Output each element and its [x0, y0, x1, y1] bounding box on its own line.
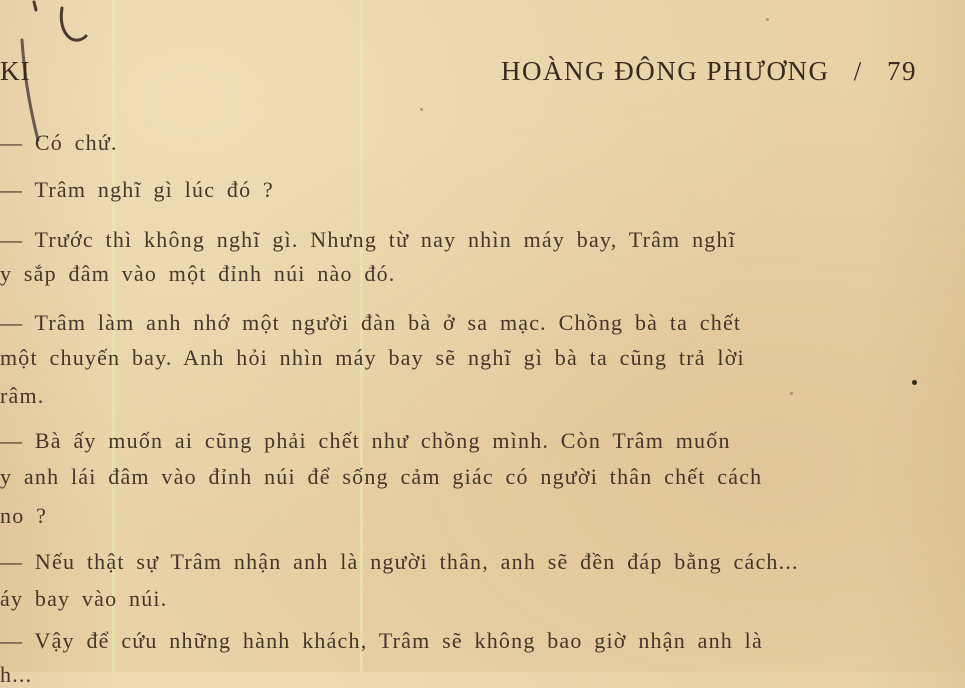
text-line: — Trước thì không nghĩ gì. Nhưng từ nay nhìn máy bay, Trâm nghĩ: [0, 227, 736, 252]
paper-speck: [790, 392, 793, 395]
running-header: [0, 50, 965, 94]
text-line: áy bay vào núi.: [0, 586, 168, 611]
text-line: một chuyến bay. Anh hỏi nhìn máy bay sẽ nghĩ gì bà ta cũng trả lời: [0, 345, 745, 370]
page-number: 79: [887, 56, 917, 86]
text-line: — Trâm nghĩ gì lúc đó ?: [0, 177, 274, 202]
paper-speck: [420, 108, 423, 111]
author-name: HOÀNG ĐÔNG PHƯƠNG: [501, 56, 830, 86]
header-right: [501, 56, 917, 87]
text-line: — Bà ấy muốn ai cũng phải chết như chồng mình. Còn Trâm muốn: [0, 428, 731, 453]
text-line: y anh lái đâm vào đỉnh núi để sống cảm giác có người thân chết cách: [0, 464, 763, 489]
header-left-fragment: KI: [0, 56, 31, 86]
text-line: — Nếu thật sự Trâm nhận anh là người thân, anh sẽ đền đáp bằng cách...: [0, 549, 799, 574]
text-line: h...: [0, 662, 33, 687]
text-line: — Trâm làm anh nhớ một người đàn bà ở sa mạc. Chồng bà ta chết: [0, 310, 742, 335]
text-line: no ?: [0, 503, 48, 528]
text-line: râm.: [0, 383, 45, 408]
text-line: y sắp đâm vào một đỉnh núi nào đó.: [0, 261, 396, 286]
header-separator: /: [853, 56, 863, 86]
text-line: — Có chứ.: [0, 130, 118, 155]
ink-dot: [912, 380, 917, 385]
paper-speck: [766, 18, 769, 21]
text-line: — Vậy để cứu những hành khách, Trâm sẽ không bao giờ nhận anh là: [0, 628, 763, 653]
